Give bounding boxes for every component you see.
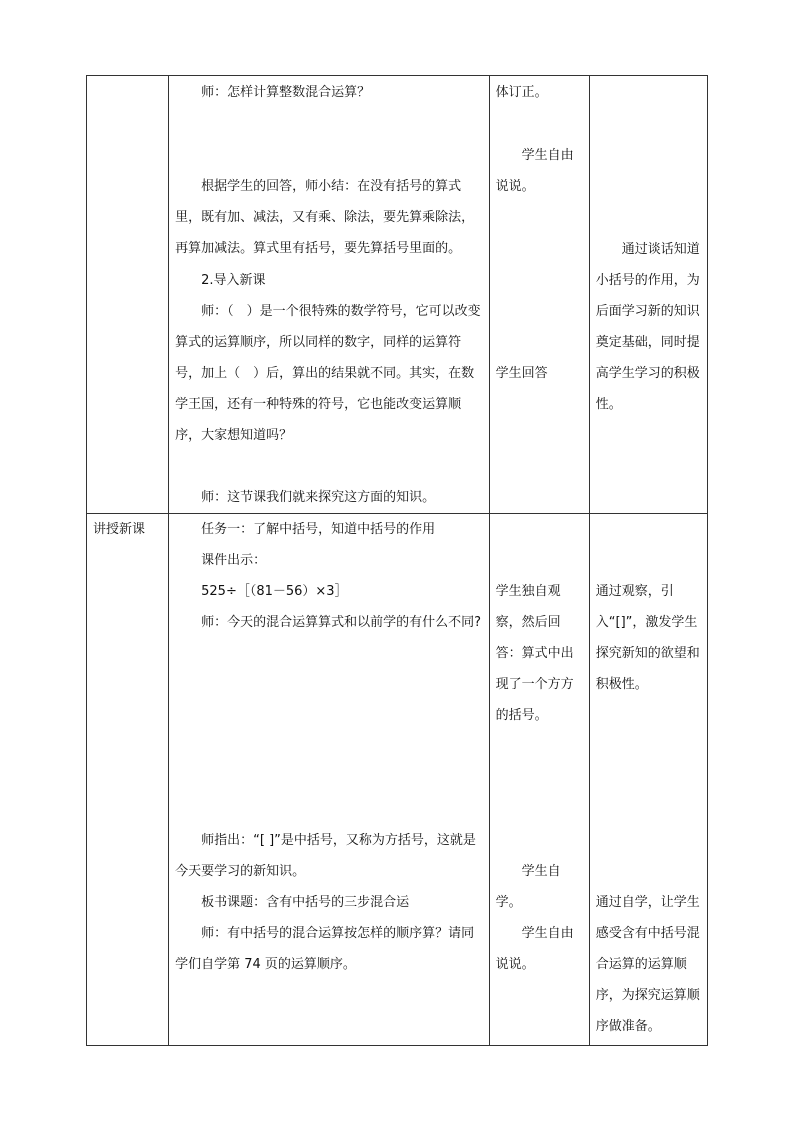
teacher-text: 师：有中括号的混合运算按怎样的顺序算？请同学们自学第 74 页的运算顺序。 [175, 926, 475, 972]
intent-text: 通过观察，引入“[]”，激发学生探究新知的欲望和积极性。 [595, 584, 700, 692]
student-text: 学生自由说说。 [495, 148, 574, 194]
lesson-plan-table [86, 75, 708, 1046]
stage-cell [87, 514, 169, 1046]
student-activity-cell [489, 76, 589, 514]
teacher-text: 任务一：了解中括号，知道中括号的作用 [201, 522, 436, 537]
stage-label [87, 76, 168, 80]
stage-cell [87, 76, 169, 514]
teacher-text: 2.导入新课 [201, 273, 266, 288]
teacher-text: 板书课题：含有中括号的三步混合运 [201, 895, 410, 910]
teacher-text: 课件出示： [201, 553, 267, 568]
student-text: 学生独自观察，然后回答：算式中出现了一个方方的括号。 [495, 584, 574, 723]
teacher-text: 师指出：“[ ]”是中括号，又称为方括号，这就是今天要学习的新知识。 [175, 833, 476, 879]
design-intent-cell [589, 514, 707, 1046]
intent-text: 通过谈话知道小括号的作用，为后面学习新的知识奠定基础，同时提高学生学习的积极性。 [595, 242, 700, 412]
teacher-text: 师：这节课我们就来探究这方面的知识。 [201, 490, 436, 505]
teacher-text: 师：今天的混合运算算式和以前学的有什么不同? [201, 615, 482, 630]
student-activity-cell [489, 514, 589, 1046]
student-text: 学生回答 [495, 366, 548, 381]
table-row [87, 514, 708, 1046]
teacher-text: 根据学生的回答，师小结：在没有括号的算式里，既有加、减法，又有乘、除法，要先算乘除法，再算加减法。算式里有括号，要先算括号里面的。 [175, 179, 475, 256]
teacher-text: 师：怎样计算整数混合运算？ [201, 85, 371, 100]
formula-text: 525÷［（81－56）×3］ [201, 584, 348, 599]
teacher-activity-cell [169, 514, 490, 1046]
design-intent-cell [589, 76, 707, 514]
teacher-activity-cell [169, 76, 490, 514]
student-text: 学生自由说说。 [495, 926, 574, 972]
student-text: 体订正。 [495, 85, 548, 100]
stage-label: 讲授新课 [93, 522, 146, 537]
teacher-text: 师：（ ）是一个很特殊的数学符号，它可以改变算式的运算顺序，所以同样的数字，同样的运算符号，加上（ ）后，算出的结果就不同。其实，在数学王国，还有一种特殊的符号，它也能改变运算顺序，大家想知道吗？ [175, 304, 481, 443]
table-row [87, 76, 708, 514]
student-text: 学生自学。 [495, 864, 561, 910]
intent-text: 通过自学，让学生感受含有中括号混合运算的运算顺序，为探究运算顺序做准备。 [595, 895, 700, 1034]
